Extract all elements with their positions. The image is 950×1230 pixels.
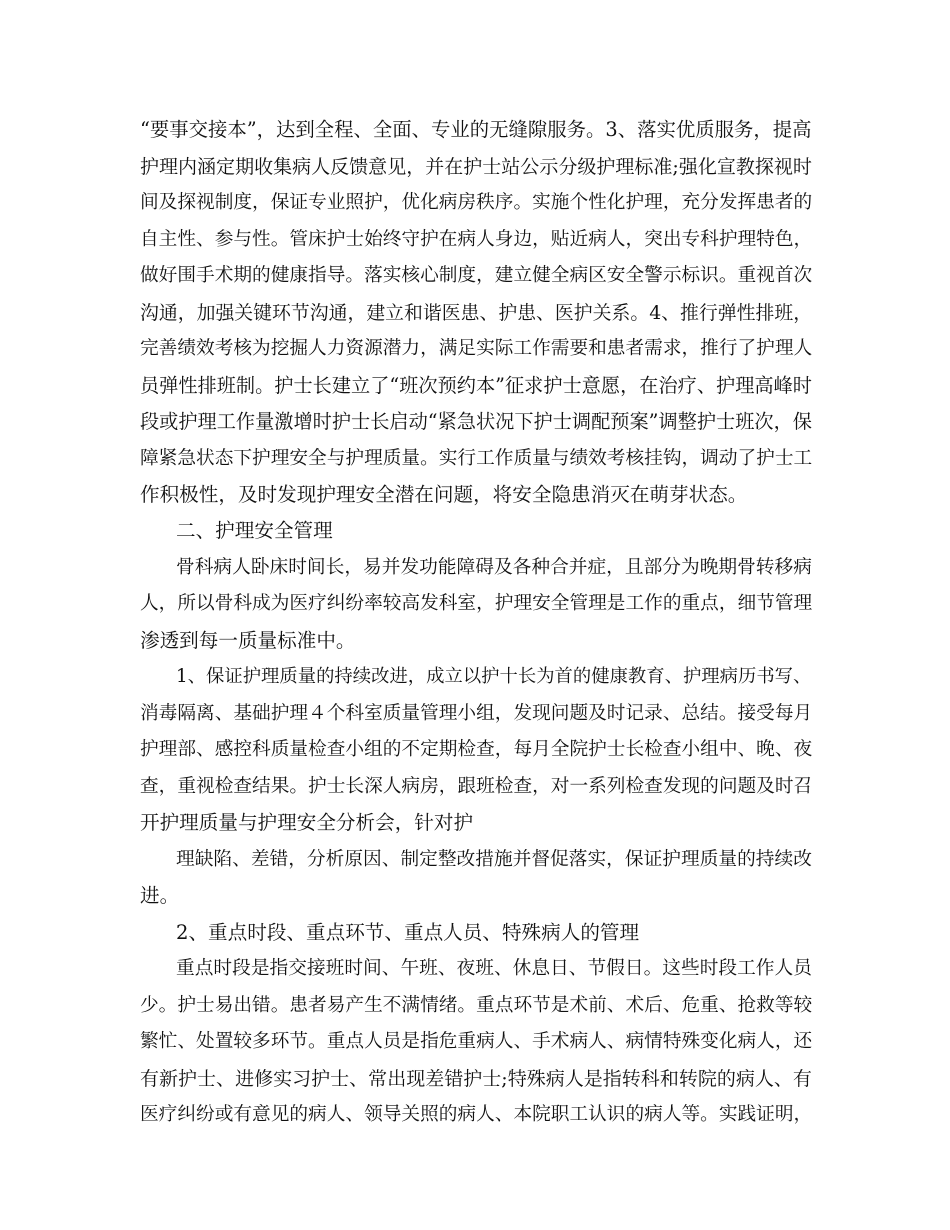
text-line: 人，所以骨科成为医疗纠纷率较高发科室，护理安全管理是工作的重点，细节管理 bbox=[140, 593, 813, 614]
text-line: 沟通，加强关键环节沟通，建立和谐医患、护患、医护关系。4、推行弹性排班， bbox=[140, 302, 813, 324]
section-heading: 二、护理安全管理 bbox=[176, 519, 333, 542]
text-line: 护理部、感控科质量检查小组的不定期检查，每月全院护士长检查小组中、晚、夜 bbox=[140, 739, 813, 760]
text-line: 渗透到每一质量标准中。 bbox=[140, 629, 356, 652]
text-line: 护理内涵定期收集病人反馈意见，并在护士站公示分级护理标准;强化宣教探视时 bbox=[140, 156, 812, 178]
text-line: 消毒隔离、基础护理４个科室质量管理小组，发现问题及时记录、总结。接受每月 bbox=[140, 703, 813, 724]
text-line: 繁忙、处置较多环节。重点人员是指危重病人、手术病人、病情特殊变化病人，还 bbox=[140, 1031, 813, 1052]
text-line: 少。护士易出错。患者易产生不满情绪。重点环节是术前、术后、危重、抢救等较 bbox=[140, 995, 813, 1016]
text-line: 做好围手术期的健康指导。落实核心制度，建立健全病区安全警示标识。重视首次 bbox=[140, 265, 813, 286]
text-line: 查，重视检查结果。护士长深人病房，跟班检查，对一系列检查发现的问题及时召 bbox=[140, 776, 813, 797]
text-line: 理缺陷、差错，分析原因、制定整改措施并督促落实，保证护理质量的持续改 bbox=[176, 849, 812, 870]
text-line: 1、保证护理质量的持续改进，成立以护十长为首的健康教育、护理病历书写、 bbox=[176, 666, 812, 687]
text-line: 间及探视制度，保证专业照护，优化病房秩序。实施个性化护理，充分发挥患者的 bbox=[140, 192, 813, 213]
text-line: 自主性、参与性。管床护士始终守护在病人身边，贴近病人，突出专科护理特色， bbox=[140, 229, 813, 250]
text-line: 进。 bbox=[140, 884, 180, 907]
text-line: 有新护士、进修实习护士、常出现差错护士;特殊病人是指转科和转院的病人、有 bbox=[140, 1068, 812, 1090]
text-line: 段或护理工作量激增时护士长启动“紧急状况下护士调配预案”调整护士班次，保 bbox=[140, 410, 812, 433]
text-line: 重点时段是指交接班时间、午班、夜班、休息日、节假日。这些时段工作人员 bbox=[176, 958, 812, 979]
text-line: 障紧急状态下护理安全与护理质量。实行工作质量与绩效考核挂钩，调动了护士工 bbox=[140, 448, 813, 469]
text-line: 医疗纠纷或有意见的病人、领导关照的病人、本院职工认识的病人等。实践证明， bbox=[140, 1104, 813, 1125]
text-line: 骨科病人卧床时间长，易并发功能障碍及各种合并症，且部分为晚期骨转移病 bbox=[176, 557, 812, 578]
text-line: 完善绩效考核为挖掘人力资源潜力，满足实际工作需要和患者需求，推行了护理人 bbox=[140, 338, 813, 359]
text-line: 员弹性排班制。护士长建立了“班次预约本”征求护士意愿，在治疗、护理高峰时 bbox=[140, 374, 812, 397]
text-line: “要事交接本”，达到全程、全面、专业的无缝隙服务。3、落实优质服务，提高 bbox=[140, 118, 812, 141]
text-line: 作积极性，及时发现护理安全潜在问题，将安全隐患消灭在萌芽状态。 bbox=[140, 483, 748, 506]
section-heading: 2、重点时段、重点环节、重点人员、特殊病人的管理 bbox=[176, 921, 640, 944]
text-line: 开护理质量与护理安全分析会，针对护 bbox=[140, 811, 474, 834]
